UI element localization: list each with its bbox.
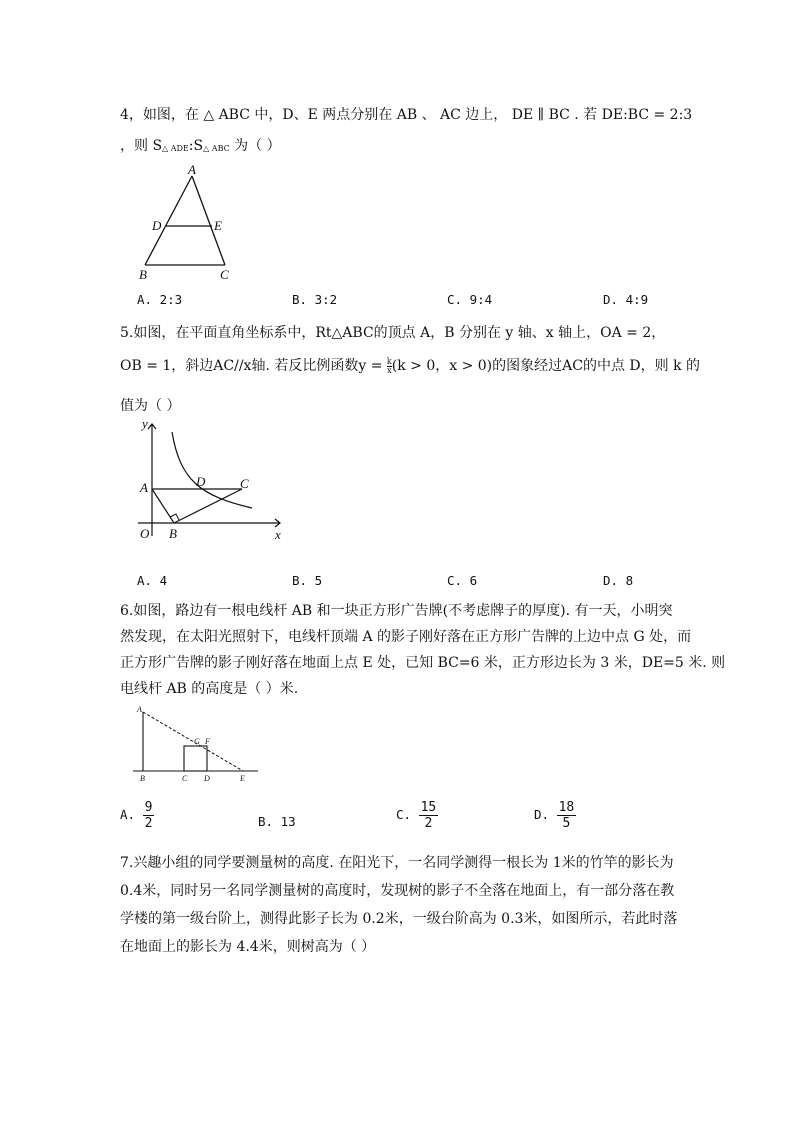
q6-label-b: B xyxy=(140,774,145,782)
q6-option-d-den: 5 xyxy=(557,815,577,831)
q5-frac-num: k xyxy=(386,356,392,366)
q4-label-b: B xyxy=(139,267,147,282)
q6-square-board xyxy=(184,746,207,771)
q4-line-2-a: ，则 S xyxy=(120,138,163,154)
q6-option-c-num: 15 xyxy=(420,800,437,815)
q5-hyperbola xyxy=(172,432,252,508)
q4-sub-ade: △ ADE xyxy=(162,144,189,153)
q5-option-d[interactable]: D. 8 xyxy=(603,573,634,588)
q4-label-a: A xyxy=(188,162,196,177)
q6-option-a-fraction xyxy=(143,800,155,831)
q6-line-2: 然发现，在太阳光照射下，电线杆顶端 A 的影子刚好落在正方形广告牌的上边中点 G 处，而 xyxy=(120,629,692,645)
q6-option-b[interactable]: B. 13 xyxy=(258,814,296,829)
q6-shadow-figure xyxy=(128,702,263,782)
q6-option-a-num: 9 xyxy=(144,800,153,815)
q5-segment-ab xyxy=(152,489,174,523)
q4-option-a[interactable]: A. 2:3 xyxy=(137,292,183,307)
q4-line-2 xyxy=(120,135,281,155)
q5-label-y: y xyxy=(142,418,148,431)
q4-line-2-b: :S xyxy=(188,138,204,154)
q5-line-2 xyxy=(120,355,700,375)
q6-label-f: F xyxy=(205,737,210,746)
q5-option-c[interactable]: C. 6 xyxy=(447,573,478,588)
q4-option-c[interactable]: C. 9:4 xyxy=(447,292,493,307)
q6-label-c: C xyxy=(182,774,188,782)
q6-label-e: E xyxy=(240,774,245,782)
q6-option-c-fraction xyxy=(419,800,439,831)
q6-option-a-prefix: A. xyxy=(120,807,136,822)
q4-sub-abc: △ ABC xyxy=(203,144,230,153)
q6-option-a[interactable] xyxy=(120,800,154,831)
q5-line-1: 5.如图，在平面直角坐标系中，Rt△ABC的顶点 A，B 分别在 y 轴、x 轴上，OA = 2， xyxy=(120,325,666,341)
q5-line-2-a: OB = 1，斜边AC//x轴. 若反比例函数y = xyxy=(120,358,387,374)
q5-label-o: O xyxy=(140,526,150,541)
q7-line-4: 在地面上的影长为 4.4米，则树高为（ ） xyxy=(120,939,376,955)
q6-option-c-den: 2 xyxy=(419,815,439,831)
q4-line-2-c: 为（ ） xyxy=(229,138,281,154)
q5-line-2-b: (k > 0，x > 0)的图象经过AC的中点 D，则 k 的 xyxy=(391,358,701,374)
q4-option-b[interactable]: B. 3:2 xyxy=(292,292,338,307)
q5-option-a[interactable]: A. 4 xyxy=(137,573,168,588)
q5-line-3: 值为（ ） xyxy=(120,398,181,414)
q4-option-d[interactable]: D. 4:9 xyxy=(603,292,649,307)
q6-line-3: 正方形广告牌的影子刚好落在地面上点 E 处，已知 BC=6 米，正方形边长为 3 米，DE=5 米. 则 xyxy=(120,655,726,671)
q7-line-3: 学楼的第一级台阶上，测得此影子长为 0.2米，一级台阶高为 0.3米，如图所示，若此时落 xyxy=(120,911,678,927)
q6-option-a-den: 2 xyxy=(144,816,153,831)
q6-label-d: D xyxy=(204,774,210,782)
q5-coordinate-figure xyxy=(130,418,295,548)
q4-label-d: D xyxy=(152,218,162,233)
q5-label-a: A xyxy=(140,480,148,495)
q5-label-b: B xyxy=(169,526,177,541)
q6-option-c-prefix: C. xyxy=(396,807,412,822)
q6-option-d-prefix: D. xyxy=(534,807,550,822)
q7-line-2: 0.4米，同时另一名同学测量树的高度时，发现树的影子不全落在地面上，有一部分落在教 xyxy=(120,883,675,899)
q5-frac-den: x xyxy=(387,365,392,375)
q5-label-c: C xyxy=(240,476,249,491)
q5-segment-bc xyxy=(174,489,242,523)
q5-label-d: D xyxy=(196,474,206,489)
q4-triangle-figure xyxy=(130,160,240,285)
q7-line-1: 7.兴趣小组的同学要测量树的高度. 在阳光下，一名同学测得一根长为 1米的竹竿的影长为 xyxy=(120,855,674,871)
q6-line-4: 电线杆 AB 的高度是（ ）米. xyxy=(120,681,299,697)
q6-option-c[interactable] xyxy=(396,800,438,831)
q5-label-x: x xyxy=(275,527,281,542)
q6-label-a: A xyxy=(137,705,142,714)
q6-option-d[interactable] xyxy=(534,800,576,831)
q4-label-c: C xyxy=(220,267,229,282)
q5-option-b[interactable]: B. 5 xyxy=(292,573,323,588)
q4-label-e: E xyxy=(214,218,222,233)
q4-line-1: 4，如图，在 △ ABC 中，D、E 两点分别在 AB 、 AC 边上， DE ∥ BC . 若 DE:BC = 2:3 xyxy=(120,107,693,123)
q6-option-d-fraction xyxy=(557,800,577,831)
q6-option-d-num: 18 xyxy=(558,800,575,815)
q6-label-g: G xyxy=(194,737,200,746)
q6-sun-ray xyxy=(143,712,243,771)
q6-line-1: 6.如图，路边有一根电线杆 AB 和一块正方形广告牌(不考虑牌子的厚度). 有一天，小明突 xyxy=(120,603,673,619)
